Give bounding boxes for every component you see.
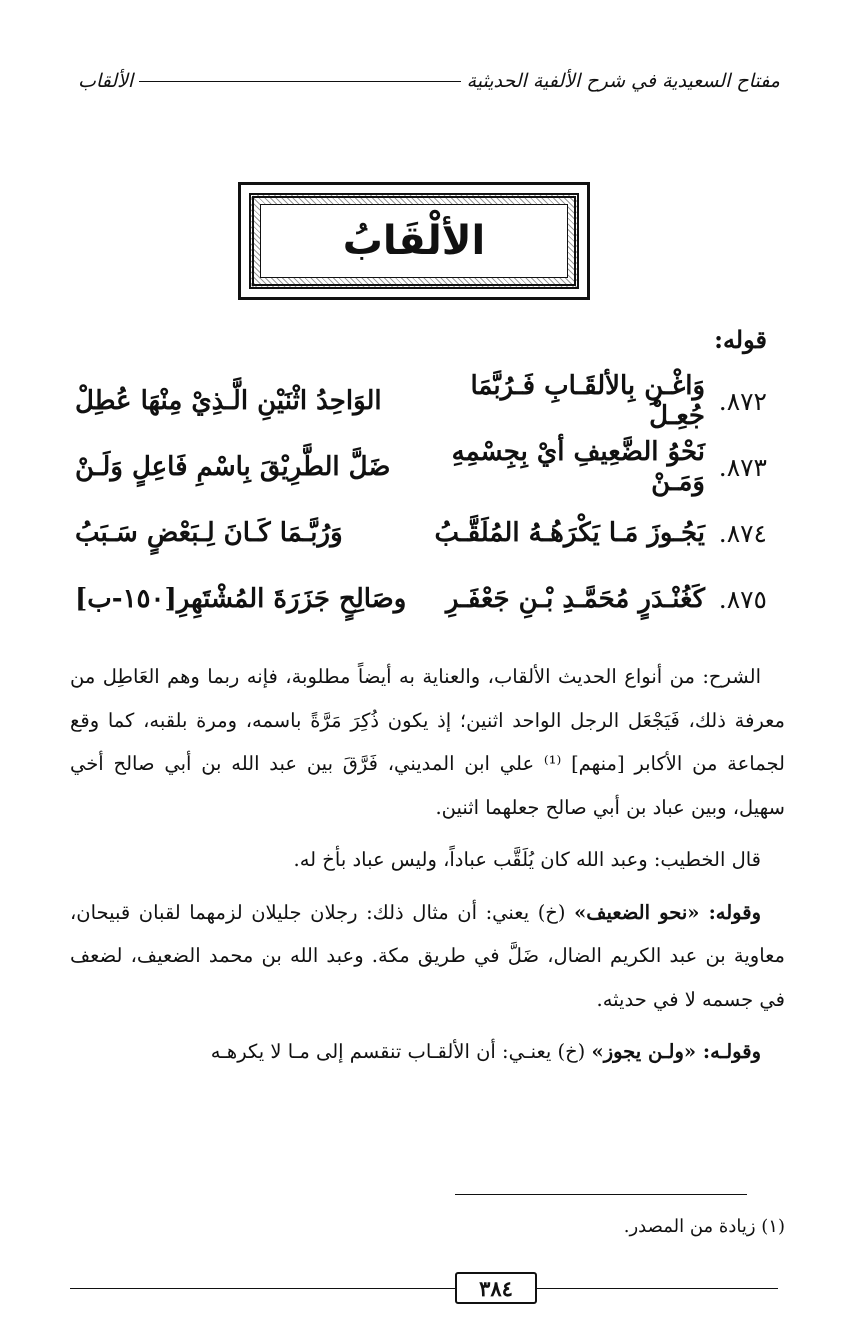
verse-second-hemistich: ضَلَّ الطَّرِيْقَ بِاسْمِ فَاعِلٍ وَلَـنْ: [75, 452, 391, 482]
commentary-paragraph: [70, 1030, 785, 1074]
commentary-paragraph: قال الخطيب: وعبد الله كان يُلَقَّب عباداً، وليس عباد بأخ له.: [293, 848, 761, 871]
verse-number: ٨٧٤.: [718, 518, 767, 548]
header-rule: [139, 81, 460, 82]
verse-row: [75, 368, 767, 434]
verse-second-hemistich: وصَالِحٍ جَزَرَةَ المُشْتَهِرِ[١٥٠-ب]: [75, 584, 407, 614]
paragraph-text: (خ) يعنـي: أن الألقـاب تنقسم إلى مـا لا يكرهـه: [210, 1040, 592, 1063]
quoted-lemma: وقوله: «نحو الضعيف»: [574, 900, 761, 924]
verse-first-hemistich: كَغُنْـدَرٍ مُحَمَّـدِ بْـنِ جَعْفَـرِ: [445, 584, 705, 614]
header-book-title: مفتاح السعيدية في شرح الألفية الحديثية: [466, 69, 780, 92]
ornamental-border: [249, 193, 579, 289]
verse-number: ٨٧٢.: [718, 386, 767, 416]
commentary: [70, 655, 785, 1083]
verse-second-hemistich: وَرُبَّـمَا كَـانَ لِـبَعْضٍ سَـبَبُ: [75, 518, 343, 548]
verse-second-hemistich: الوَاحِدُ اثْنَيْنِ الَّـذِيْ مِنْهَا عُطِلْ: [75, 386, 382, 416]
quoted-lemma: وقولـه: «ولـن يجوز»: [591, 1040, 761, 1063]
footnote: (١) زيادة من المصدر.: [623, 1216, 785, 1237]
chapter-title-frame: [238, 182, 590, 300]
verse-list: [75, 368, 767, 632]
chapter-title: الألْقَابُ: [342, 218, 486, 264]
commentary-paragraph: [70, 891, 785, 1022]
verse-number: ٨٧٥.: [718, 584, 767, 614]
verse-first-hemistich: نَحْوُ الضَّعِيفِ أيْ بِجِسْمِهِ وَمَـنْ: [451, 437, 705, 497]
page-number: ٣٨٤: [455, 1272, 537, 1304]
verse-first-hemistich: يَجُـوزَ مَـا يَكْرَهُـهُ المُلَقَّـبُ: [434, 518, 705, 548]
paragraph-text: (خ) يعني: أن مثال ذلك: رجلان جليلان لزمهما لقبان قبيحان، معاوية بن عبد الكريم الضال، ضَلَّ في طريق مكة. وعبد الله بن محمد الضعيف، لضعف في جسمه لا في حديثه.: [70, 900, 785, 1011]
verse-first-hemistich: وَاغْـنِ بِالألقَـابِ فَـرُبَّمَا جُعِـلْ: [470, 371, 705, 431]
verse-number: ٨٧٣.: [718, 452, 767, 482]
verse-row: [75, 434, 767, 500]
commentary-paragraph: الشرح: من أنواع الحديث الألقاب، والعناية به أيضاً مطلوبة، فإنه ربما وهم العَاطِل من معرفة ذلك، فَيَجْعَل الرجل الواحد اثنين؛ إذ يكون ذُكِرَ مَرَّةً باسمه، ومرة بلقبه، كما وقع لجماعة من الأكابر [منهم] ⁽¹⁾ علي ابن المديني، فَرَّقَ بين عبد الله بن أبي صالح أخي سهيل، وبين عباد بن أبي صالح جعلهما اثنين.: [70, 665, 786, 819]
header-chapter-name: الألقاب: [78, 69, 134, 92]
verse-row: [75, 566, 767, 632]
intro-label: قوله:: [714, 325, 767, 354]
verse-row: [75, 500, 767, 566]
page-footer: [70, 1268, 778, 1308]
footnote-separator: [455, 1194, 747, 1195]
footer-rule: [70, 1288, 778, 1289]
running-header: [78, 66, 780, 96]
